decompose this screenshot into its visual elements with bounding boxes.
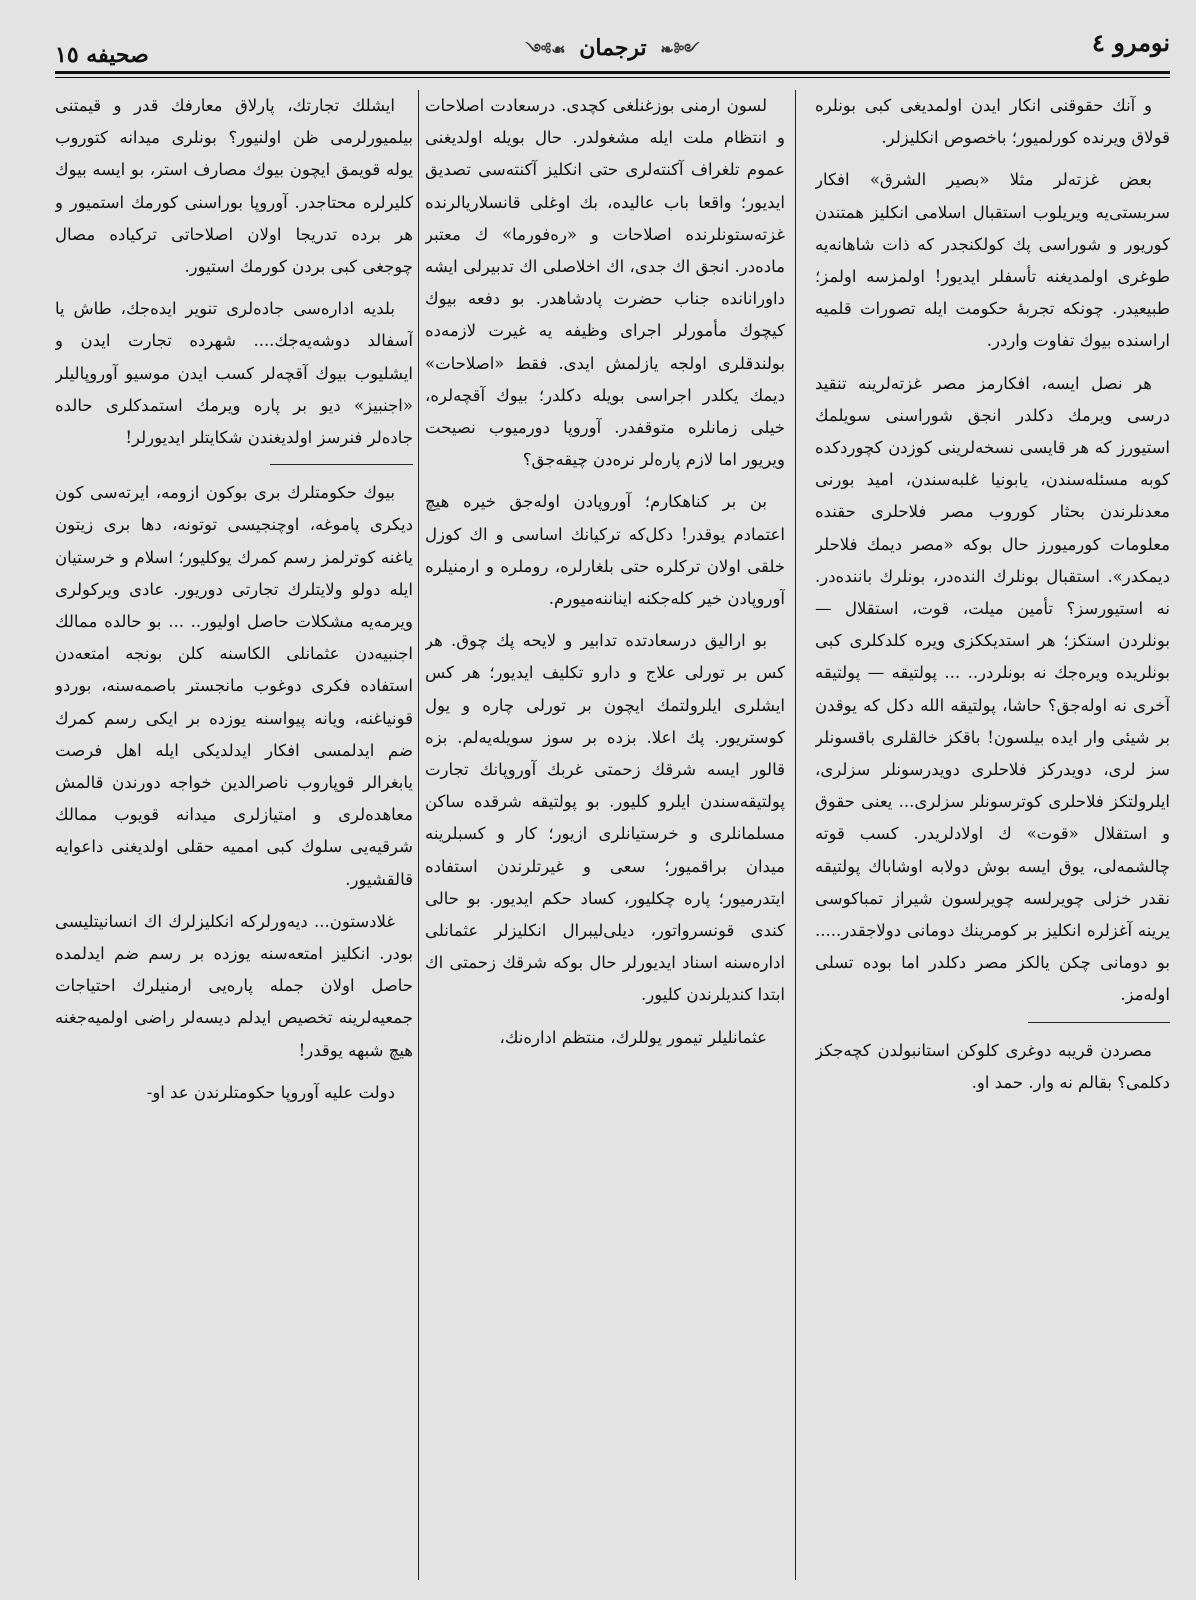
paragraph: بعض غزته‌لر مثلا «بصير الشرق» افكار سربستى‌يه ويريلوب استقبال اسلامى انكليز همتندن كوريور و شوراسى پك كولكنجدر كه ذات شاهانه‌يه طوغرى اولمديغنه تأسفلر ايديور! اولمزسه اولمز؛ طبيعيدر. چونكه تجربهٔ حكومت ايله تصورات قلميه اراسنده بيوك تفاوت واردر. <box>815 170 1170 351</box>
paragraph: بن بر كناهكارم؛ آوروپادن اوله‌جق خيره هيچ اعتمادم يوقدر! دكل‌كه تركيانك اساسى و اك كوزل خلقى اولان تركلره حتى بلغارلره، روملره و ارمنيلره آوروپادن خير كله‌جكنه ايناننه‌ميورم. <box>425 492 785 609</box>
paragraph: مصردن قريبه دوغرى كلوكن استانبولدن كچەجكز دكلمى؟ بقالم نه وار. حمد او. <box>815 1040 1170 1092</box>
paragraph: دولت عليه آوروپا حكومتلرندن عد او- <box>146 1082 395 1102</box>
column-divider-left <box>418 90 419 1580</box>
paragraph: بو اراليق درسعادتده تدابير و لايحه پك چوق. هر كس بر تورلى علاج و دارو تكليف ايديور؛ هر كس ايشلرى ايلرولتمك ايچون بر تورلى چاره و يول كوستريور. پك اعلا. بزده بر سوز سويله‌يه‌لم. بزه قالور ايسه شرقك زحمتى غربك آوروپانك تجارت پولتيقه‌سندن ايلرو كليور. بو پولتيقه شرقده ساكن مسلمانلرى و خرستيانلرى ازيور؛ كار و كسبلرينه ميدان براقميور؛ سعى و غيرتلرندن استفاده ايتدرميور؛ پاره چكليور، كساد حكم ايديور. بو حالى كندى قونسرواتور، ديلى‌ليبرال انكليزلر عثمانلى اداره‌سنه اسناد ايديورلر حال بوكه شرقك زحمتى اك ابتدا كنديلرندن كليور. <box>425 631 785 1005</box>
column-right <box>815 90 1170 1580</box>
right-ornament-icon: ☙༻ <box>525 40 566 59</box>
page-header <box>55 20 1170 76</box>
section-divider <box>270 464 413 465</box>
paragraph: بلديه اداره‌سى جاده‌لرى تنوير ايده‌جك، طاش يا آسفالد دوشه‌يه‌جك.... شهرده تجارت ايدن و ايشليوب بيوك آقچه‌لر كسب ايدن موسيو آوروپاليلر «اجنبيز» ديو بر پاره ويرمك استمدكلرى حالده جاده‌لر فنرسز اولديغندن شكايتلر ايديورلر! <box>55 299 413 448</box>
column-left <box>55 90 413 1580</box>
section-divider <box>1028 1022 1170 1023</box>
column-divider-right <box>795 90 796 1580</box>
paragraph: بيوك حكومتلرك برى بوكون ازومه، ايرته‌سى كون ديكرى پاموغه، اوچنجيسى توتونه، دها برى زيتون ياغنه كوترلمز رسم كمرك يوكليور؛ اسلام و خرستيان ايله دولو ولايتلرك تجارتى دوريور. عادى ويركولرى ويرمه‌يه مشكلات حاصل اوليور.. ... بو حالده ممالك اجنبيه‌دن عثمانلى الكاسنه كلن بونجه امتعه‌دن استفاده فكرى دوغوب مانجستر باصمه‌سنه، بوردو قونياغنه، ويانه پيواسنه يوزده بر ايكى رسم كمرك ضم ايدلمسى افكار ايدلديكى ايله اهل فرصت يابغرالر قوپاروب ناصرالدين خواجه دورندن قالمش معاهده‌لرى و امتيازلرى ميدانه قويوب ممالك شرقيه‌يى سلوك كبى امميه حقلى اولديغنى داعوايه قالقشيور. <box>55 483 413 889</box>
left-ornament-icon: ༺❧ <box>660 40 700 59</box>
paragraph: لسون ارمنى بوزغنلغى كچدى. درسعادت اصلاحات و انتظام ملت ايله مشغولدر. حال بويله اولديغنى عموم تلغراف آكنته‌لرى حتى انكليز آكنته‌سى تصديق ايديور؛ واقعا باب عاليده، بك اوغلى قانسلاريالرنده غزته‌ستونلرنده اصلاحات و «ره‌فورما» ك معتبر ماده‌در. انجق اك جدى، اك اخلاصلى اك تدبيرلى ايشه داورانانده جناب حضرت پادشاهدر. بو دفعه بيوك كيچوك مأمورلر اجراى وظيفه يه غيرت لازمه‌ده بولندقلرى اولجه يازلمش ايدى. فقط «اصلاحات» ديمك يكلدر اجراسى بويله دكلدر؛ بيوك آقچه‌لره، خيلى زمانلره متوقفدر. آوروپا دورميوب نصيحت ويريور اما لازم پاره‌لر نره‌دن چيقه‌جق؟ <box>425 96 785 470</box>
paragraph: غلادستون... ديەورلركه انكليزلرك اك انسانيتليسى بودر. انكليز امتعه‌سنه يوزده بر رسم ضم ايدلمده حاصل اولان جمله پاره‌يى ارمنيلرك احتياجات جمعيه‌لرينه تخصيص ايدلم ديسه‌لر راضى اولميه‌جغنه هيچ شبهه يوقدر! <box>55 911 413 1060</box>
masthead-title-text: ترجمان <box>579 35 647 61</box>
header-rule-thin <box>55 77 1170 78</box>
paragraph: عثمانليلر تيمور يوللرك، منتظم اداره‌نك، <box>499 1027 767 1047</box>
paragraph: ايشلك تجارتك، پارلاق معارفك قدر و قيمتنى بيلميورلرمى ظن اولنيور؟ بونلرى ميدانه كتوروب يوله قويمق ايچون بيوك مصارف استر، بو ايسه بيوك كليرلره محتاجدر. آوروپا بوراسنى كورمك استميور و هر برده تدريجا اولان اصلاحاتى تركياده مصال چوجغى كبى بردن كورمك استيور. <box>55 96 413 277</box>
issue-number: نومرو ٤ <box>1091 28 1170 57</box>
paragraph: و آنك حقوقنى انكار ايدن اولمديغى كبى بونلره قولاق ويرنده كورلميور؛ باخصوص انكليزلر. <box>815 96 1170 148</box>
column-middle <box>425 90 785 1580</box>
page-number: صحيفه ١٥ <box>55 42 149 68</box>
header-rule-thick <box>55 71 1170 74</box>
paragraph: هر نصل ايسه، افكارمز مصر غزته‌لرينه تنقيد درسى ويرمك دكلدر انجق شوراسنى سويلمك استيورز كه هر قايسى نسخه‌لرينى كوزدن كچوردكده كوبه مسئله‌سندن، يابونيا غلبه‌سندن، اميد بورنى معدنلرندن بحثار كوروب مصر فلاحلرى حقنده معلومات كورميورز حال بوكه «مصر ديمك فلاحلر ديمكدر». استقبال بونلرك الندەدر، بونلرك بانندەدر. نه استيورسز؟ تأمين ميلت، قوت، استقلال — بونلردن استكز؛ هر استديككزى ويره كلدكلرى كبى بونلريده ويره‌جك نه بونلردر.. ... پولتيقه — پولتيقه آخرى نه اوله‌جق؟ حاشا، پولتيقه الله دكل كه يوقدن بر شيئى وار ايده بيلسون! باقكز خالقلرى باقسونلر سز لرى، دويدركز فلاحلرى دويدرسونلر سزلرى، ايلرولتكز فلاحلرى كوترسونلر سزلرى... يعنى حقوق و استقلال «قوت» ك اولادلريدر. كسب قوته چالشمه‌لى، يوق ايسه بوش دولابه اوشاباك پولتيقه نقدر خزلى چويرلسه چويرلسون شيراز تمباكوسى يرينه آغزلره انكليز بر كومرينك دومانى دولاجقدر..... بو دومانى چكن يالكز مصر دكلدر اما بوده تسلى اولەمز. <box>815 373 1170 1005</box>
